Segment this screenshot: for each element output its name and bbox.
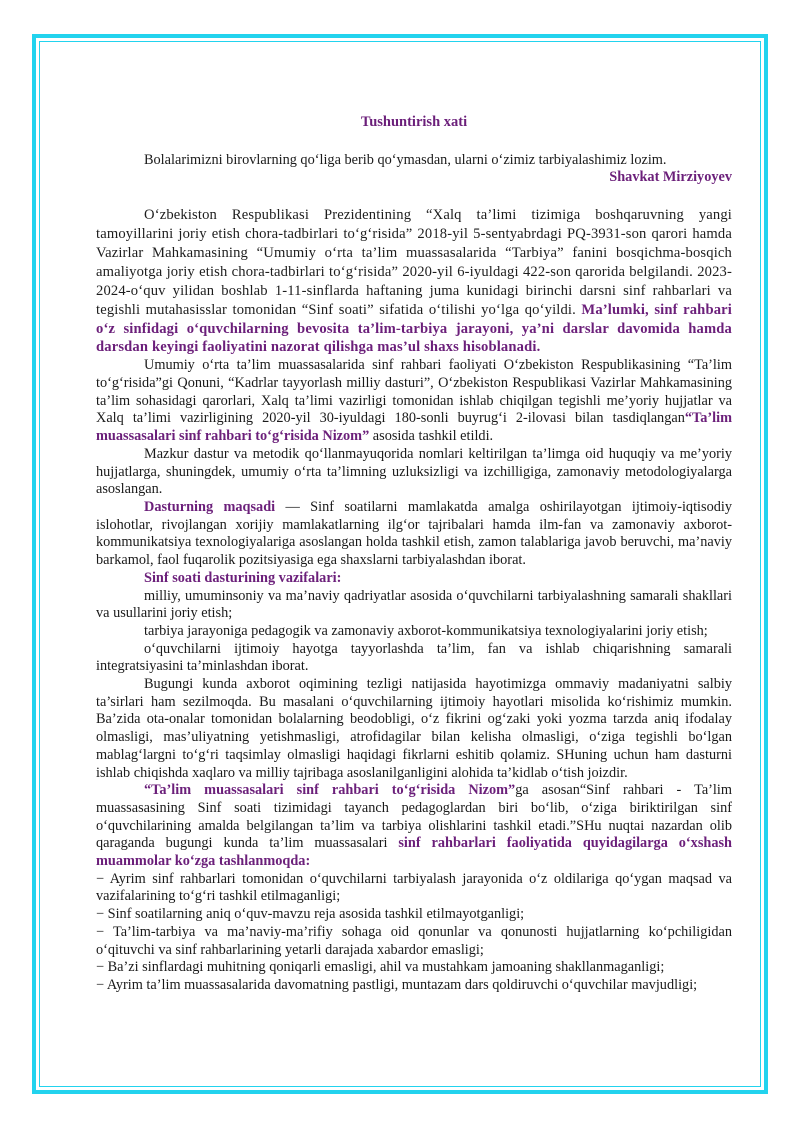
- epigraph: Bolalarimizni birovlarning qo‘liga berib qo‘ymasdan, ularni o‘zimiz tarbiyalashimiz lozim.: [144, 151, 667, 168]
- paragraph-intro: [96, 206, 732, 357]
- tasks-heading: Sinf soati dasturining vazifalari:: [144, 569, 342, 586]
- epigraph-author: Shavkat Mirziyoyev: [609, 169, 732, 186]
- paragraph-intro-bold: Ma’lumki, sinf rahbari o‘z sinfidagi o‘quvchilarning bevosita ta’lim-tarbiya jarayoni, ya’ni darslar davomida hamda darsdan keyingi faoliyatini nazorat qilishga mas’ul shaxs hisoblanadi.: [96, 301, 732, 356]
- goal-heading: Dasturning maqsadi: [144, 498, 276, 515]
- problem-item: − Ayrim ta’lim muassasalarida davomatning pastligi, muntazam dars qoldiruvchi o‘quvchilar mavjudligi;: [96, 976, 698, 993]
- problem-item: − Ta’lim-tarbiya va ma’naviy-ma’rifiy sohaga oid qonunlar va qonunosti hujjatlarning ko‘pchiligidan o‘qituvchi va sinf rahbarlarining yetarli darajada xabardor emasligi;: [96, 923, 732, 958]
- goal-text: — Sinf soatilarni mamlakatda amalga oshirilayotgan ijtimoiy-iqtisodiy islohotlar, rivojlangan xorijiy mamlakatlarning ilg‘or tajribalari hamda ilm-fan va zamonaviy axborot-kommunikatsiya texnologiyalariga asoslangan holda tashkil etish, zamon talablariga javob beruvchi, ma’naviy barkamol, faol fuqarolik pozitsiyasiga ega shaxslarni tarbiyalashdan iborat.: [96, 498, 732, 569]
- paragraph-legal-basis: [96, 357, 732, 446]
- legal-basis-tail: asosida tashkil etildi.: [369, 428, 494, 445]
- paragraph-regulation: [96, 782, 732, 871]
- task-item-3: o‘quvchilarni ijtimoiy hayotga tayyorlashda ta’lim, fan va ishlab chiqarishning samarali integratsiyasini ta’minlashdan iborat.: [96, 640, 732, 675]
- paragraph-context: Bugungi kunda axborot oqimining tezligi natijasida hayotimizga ommaviy madaniyatni salbiy ta’sirlari ham sezilmoqda. Bu masalani o‘quvchilarning ijtimoiy hayotlari misolida ko‘rishimiz mumkin. Ba’zida ota-onalar tomonidan bolalarning beodobligi, o‘z fikrini og‘zaki yoki yozma tarzda aniq ifodalay olmasligi, mas’uliyatning yetishmasligi, atrofidagilar bilan kelisha olmasligi, o‘ziga tegishli bo‘lgan mablag‘largni to‘g‘ri taqsimlay olmasligi haqidagi fikrlarni eshitib qolamiz. SHuning uchun ham dasturni ishlab chiqishda xaqlaro va milliy tajribaga asoslanilganligini alohida ta’kidlab o‘tish joizdir.: [96, 676, 732, 781]
- problem-item: − Ba’zi sinflardagi muhitning qoniqarli emasligi, ahil va mustahkam jamoaning shakllanmaganligi;: [96, 959, 665, 976]
- regulation-bold: “Ta’lim muassasalari sinf rahbari to‘g‘risida Nizom”: [144, 782, 516, 799]
- paragraph-goal: [96, 499, 732, 570]
- regulation-bold-2: sinf rahbarlari faoliyatida quyidagilarga o‘xshash muammolar ko‘zga tashlanmoqda:: [96, 835, 732, 870]
- problem-item: − Ayrim sinf rahbarlari tomonidan o‘quvchilarni tarbiyalash jarayonida o‘z oldilariga qo‘ygan maqsad va vazifalarining to‘g‘ri tashkil etilmaganligi;: [96, 870, 732, 905]
- document-title: Tushuntirish xati: [360, 114, 468, 130]
- problem-item: − Sinf soatilarning aniq o‘quv-mavzu reja asosida tashkil etilmayotganligi;: [96, 906, 525, 923]
- regulation-text: ga asosan“Sinf rahbari - Ta’lim muassasasining Sinf soati tizimidagi tayanch pedagoglardan biri bo‘lib, o‘ziga biriktirilgan sinf o‘quvchilarining amalda belgilangan ta’lim va tarbiya olishlarini tashkil etadi.”SHu nuqtai nazardan olib qaraganda bugungi kunda ta’lim muassasalari: [96, 782, 732, 852]
- document-page: [96, 108, 732, 1078]
- task-item-1: milliy, umuminsoniy va ma’naviy qadriyatlar asosida o‘quvchilarni tarbiyalashning samarali shakllari va usullarini joriy etish;: [96, 587, 732, 622]
- legal-basis-bold: “Ta’lim muassasalari sinf rahbari to‘g‘risida Nizom”: [96, 410, 732, 445]
- paragraph-intro-text: O‘zbekiston Respublikasi Prezidentining “Xalq ta’limi tizimiga boshqaruvning yangi tamoyillarini joriy etish chora-tadbirlari to‘g‘risida” 2018-yil 5-sentyabrdagi PQ-3931-son qarori hamda Vazirlar Mahkamasining “Umumiy o‘rta ta’lim muassasalarida “Tarbiya” fanini bosqichma-bosqich amaliyotga joriy etish chora-tadbirlari to‘g‘risida” 2020-yil 6-iyuldagi 422-son qarorida belgilandi. 2023-2024-o‘quv yilidan boshlab 1-11-sinflarda haftaning juma kunidagi birinchi darsni sinf rahbarlari va tegishli mutahasisslar tomonidan “Sinf soati” sifatida o‘tilishi yo‘lga qo‘yildi.: [96, 207, 732, 318]
- paragraph-methodology: Mazkur dastur va metodik qo‘llanmayuqorida nomlari keltirilgan ta’limga oid huquqiy va me’yoriy hujjatlarga, shuningdek, umumiy o‘rta ta’limning uzluksizligi va izchilligiga, zamonaviy metodologiyalarga asoslangan.: [96, 445, 732, 498]
- task-item-2: tarbiya jarayoniga pedagogik va zamonaviy axborot-kommunikatsiya texnologiyalarini joriy etish;: [144, 622, 708, 639]
- legal-basis-text: Umumiy o‘rta ta’lim muassasalarida sinf rahbari faoliyati O‘zbekiston Respublikasining “Ta’lim to‘g‘risida”gi Qonuni, “Kadrlar tayyorlash milliy dasturi”, O‘zbekiston Respublikasi Vazirlar Mahkamasining ta’lim sohasidagi qarorlari, Xalq ta’limi vazirligi tomonidan ishlab chiqilgan tegishli me’yoriy hujjatlar va Xalq ta’limi vazirligining 2020-yil 30-iyuldagi 180-sonli buyrug‘i 2-ilovasi bilan tasdiqlangan: [96, 357, 732, 427]
